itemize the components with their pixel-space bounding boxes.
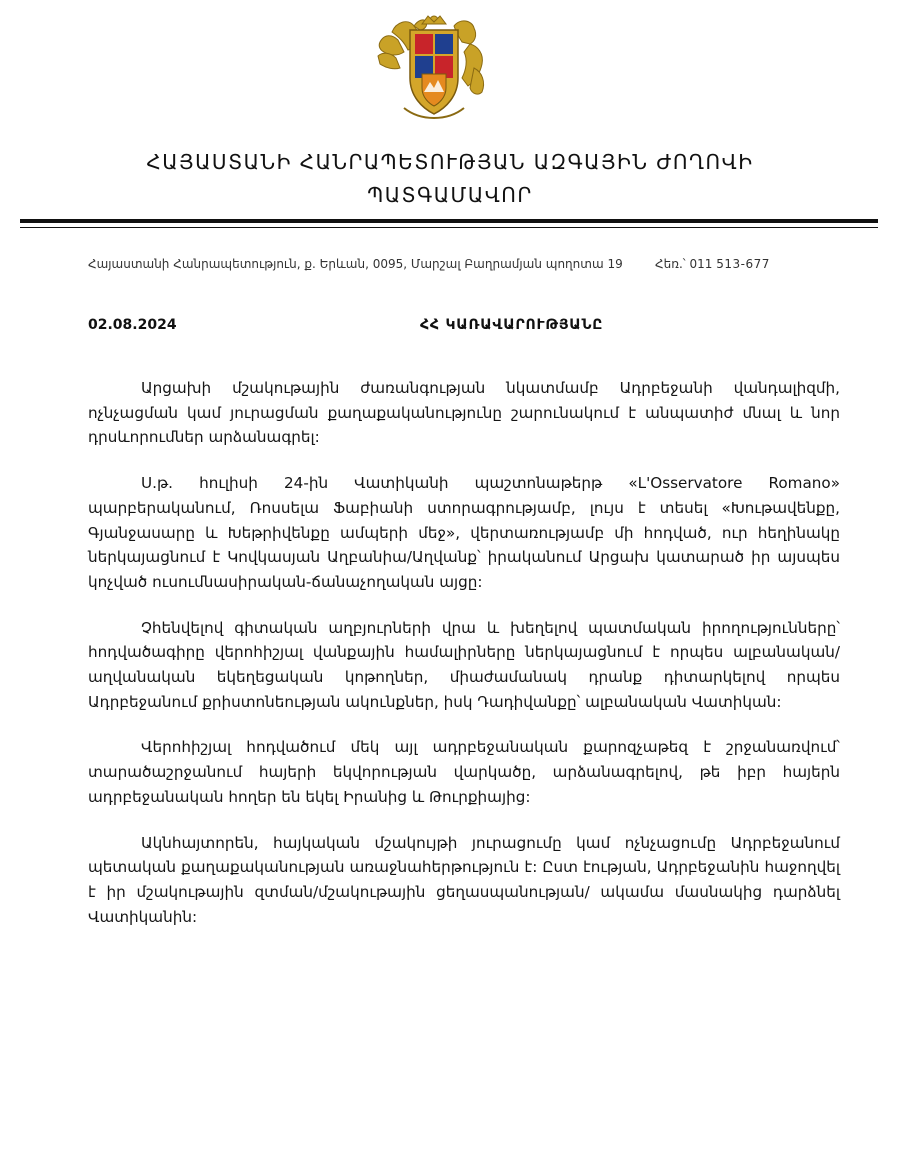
header-divider-thin (20, 227, 878, 228)
body-paragraph: Ս.թ. հուլիսի 24-ին Վատիկանի պաշտոնաթերթ «L'Osservatore Romano» պարբերականում, Ռոսսելա Ֆաբիանի ստորագրությամբ, լույս է տեսել «Խութավենքը, Գյանջասարը և Խեթրիվենքը ամպերի մեջ», վերտառությամբ մի հոդված, ուր հեղինակը ներկայացնում է Կովկասյան Աղբանիա/Աղվանք՝ իրականում Արցախ կատարած իր այսպես կոչված ուսումնասիրական-ճանաչողական այցը: (88, 474, 840, 591)
armenia-coat-of-arms-icon (374, 12, 494, 124)
body-paragraph: Ակնհայտորեն, հայկական մշակույթի յուրացումը կամ ոչնչացումը Ադրբեջանում պետական քաղաքականության առաջնահերթություն է: Ըստ էության, Ադրբեջանին հաջողվել է իր մշակութային զտման/մշակութային ցեղասպանության/ ակամա մասնակից դարձնել Վատիկանին: (88, 833, 840, 926)
institution-subtitle: ՊԱՏԳԱՄԱՎՈՐ (367, 183, 533, 207)
body-paragraph: Վերոհիշյալ հոդվածում մեկ այլ ադրբեջանական քարոզչաթեզ է շրջանառվում՝ տարածաշրջանում հայերի եկվորության վարկածը, արձանագրելով, թե իբր հայերն ադրբեջանական հողեր են եկել Իրանից և Թուրքիայից: (88, 738, 840, 806)
letter-body (88, 376, 840, 950)
body-paragraph: Չհենվելով գիտական աղբյուրների վրա և խեղելով պատմական իրողությունները՝ հոդվածագիրը վերոհիշյալ վանքային համալիրները ներկայացնում է որպես ալբանական/աղվանական եկեղեցական կոթողներ, միաժամանակ դրանք դիտարկելով որպես Ադրբեջանում քրիստոնեության ակունքներ, իսկ Դադիվանքը՝ ալբանական Վատիկան: (88, 618, 840, 711)
header-divider-thick (20, 219, 878, 223)
phone-line (655, 257, 770, 271)
phone-label: Հեռ.՝ 011 (655, 257, 713, 271)
institution-title: ՀԱՅԱՍՏԱՆԻ ՀԱՆՐԱՊԵՏՈՒԹՅԱՆ ԱԶԳԱՅԻՆ ԺՈՂՈՎԻ (146, 150, 754, 174)
phone-number: 513-677 (716, 257, 770, 271)
address-line: Հայաստանի Հանրապետություն, ք. Երևան, 0095, Մարշալ Բաղրամյան պողոտա 19 (88, 257, 623, 271)
letter-date: 02.08.2024 (88, 317, 177, 333)
body-paragraph: Արցախի մշակութային ժառանգության նկատմամբ Ադրբեջանի վանդալիզմի, ոչնչացման կամ յուրացման քաղաքականությունը շարունակում է անպատիժ մնալ և նոր դրսևորումներ արձանագրել: (88, 379, 840, 447)
letter-recipient: ՀՀ ԿԱՌԱՎԱՐՈՒԹՅԱՆԸ (420, 317, 604, 333)
